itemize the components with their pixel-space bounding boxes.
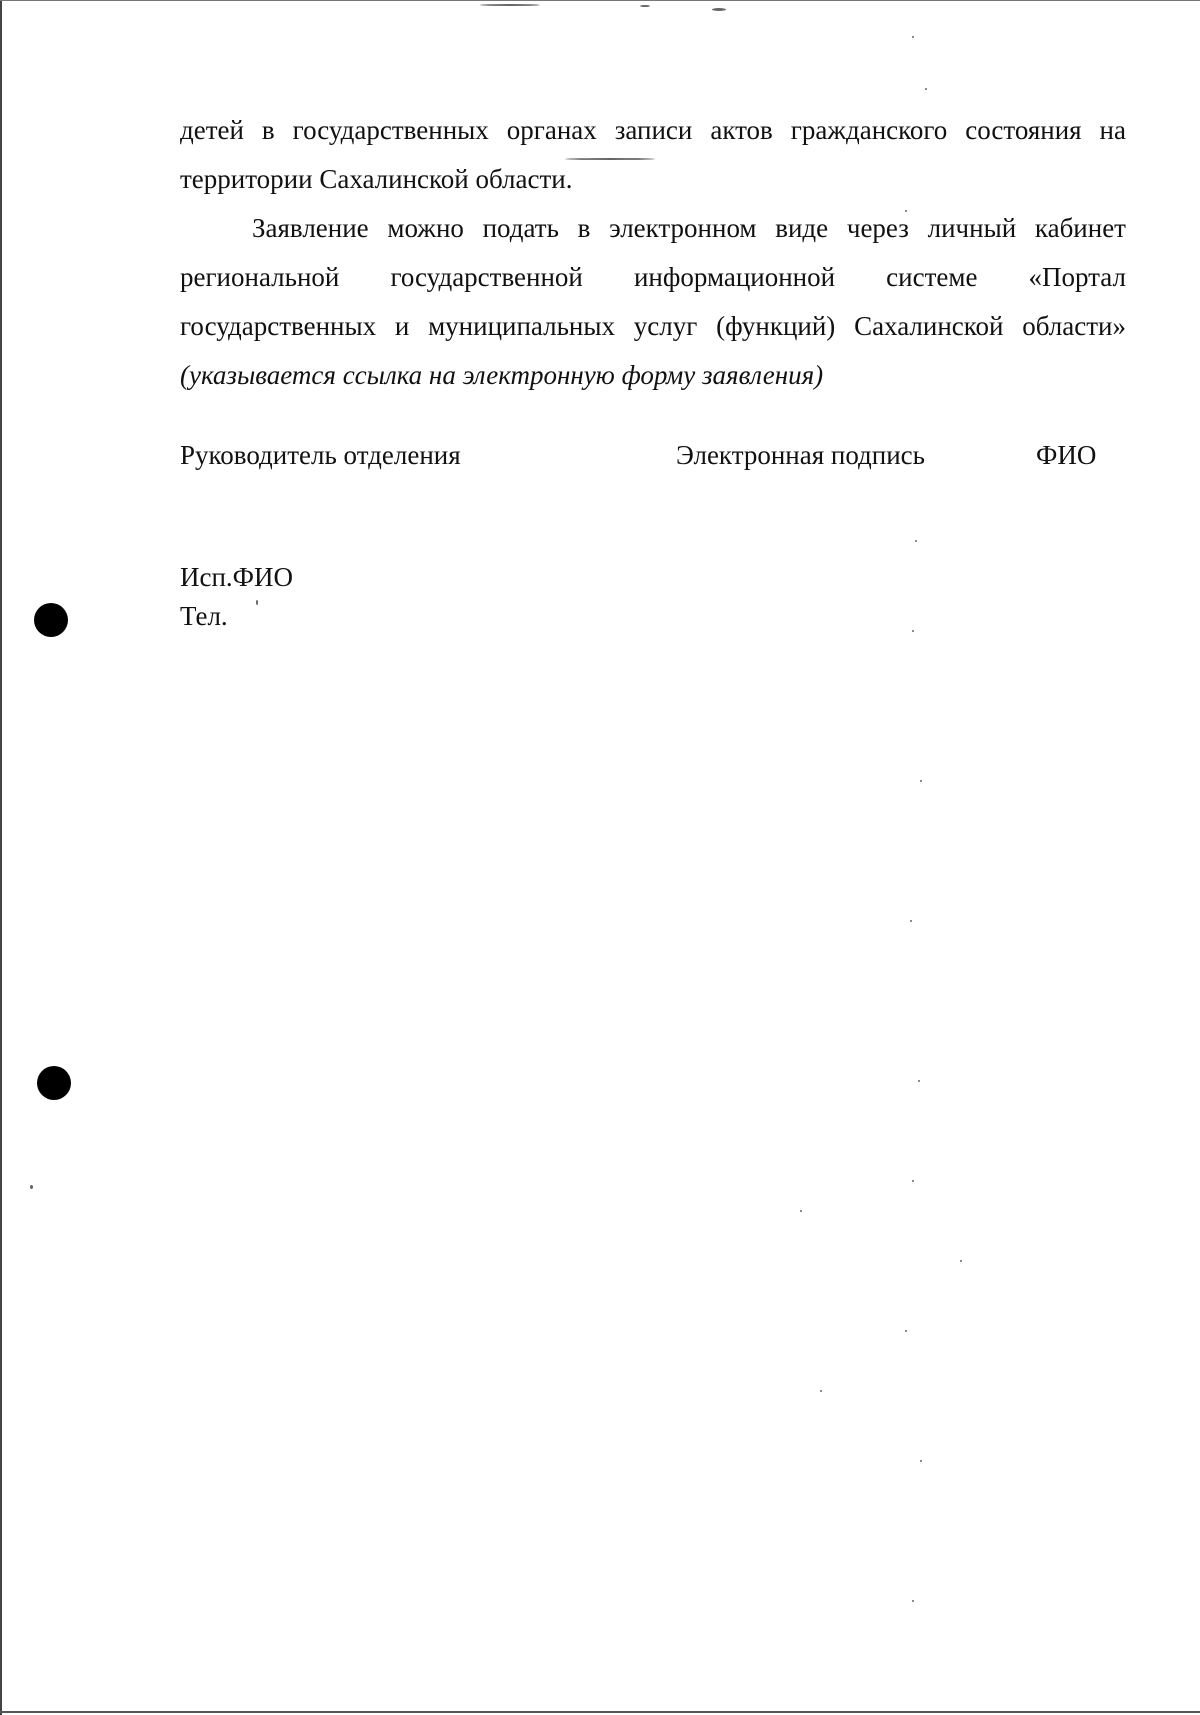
paragraph-electronic-application <box>180 204 1126 400</box>
text-line: региональной государственной информационной системе «Портал <box>180 262 1126 292</box>
scan-speck <box>925 88 927 90</box>
scan-speck <box>920 1460 922 1462</box>
scan-speck <box>640 5 650 7</box>
scan-speck <box>915 540 917 542</box>
scan-speck <box>920 780 922 782</box>
link-placeholder-note: (указывается ссылка на электронную форму заявления) <box>180 360 824 390</box>
electronic-signature-label: Электронная подпись <box>676 440 925 470</box>
scan-speck <box>918 1080 920 1082</box>
scan-speck <box>912 1600 914 1602</box>
scan-speck <box>960 1260 962 1262</box>
scan-edge-left <box>0 0 2 1715</box>
scan-edge-top <box>0 0 1200 1</box>
scan-speck <box>912 36 914 38</box>
text-line: детей в государственных органах записи актов гражданского состояния на <box>180 115 1126 145</box>
scan-speck <box>910 920 912 922</box>
scan-speck <box>905 1330 907 1332</box>
signature-block <box>180 440 1126 480</box>
executor-phone: Тел. <box>180 601 228 631</box>
scan-speck <box>820 1390 822 1392</box>
scan-speck <box>912 1180 914 1182</box>
text-line: государственных и муниципальных услуг (функций) Сахалинской области» <box>180 311 1126 341</box>
signatory-name: ФИО <box>1036 440 1097 470</box>
executor-name: Исп.ФИО <box>180 562 294 592</box>
executor-block <box>180 558 293 636</box>
text-line: Заявление можно подать в электронном виде через личный кабинет <box>252 213 1126 243</box>
scan-speck <box>800 1210 802 1212</box>
scan-edge-bottom <box>0 1711 1200 1713</box>
text-line: территории Сахалинской области. <box>180 164 573 194</box>
scan-speck <box>912 630 914 632</box>
scan-speck <box>712 8 726 11</box>
paragraph-continuation <box>180 106 1126 204</box>
scan-speck <box>480 4 540 6</box>
scan-speck <box>30 1185 33 1189</box>
punch-hole-lower <box>37 1066 71 1100</box>
punch-hole-upper <box>34 603 68 637</box>
signatory-position: Руководитель отделения <box>180 440 461 470</box>
